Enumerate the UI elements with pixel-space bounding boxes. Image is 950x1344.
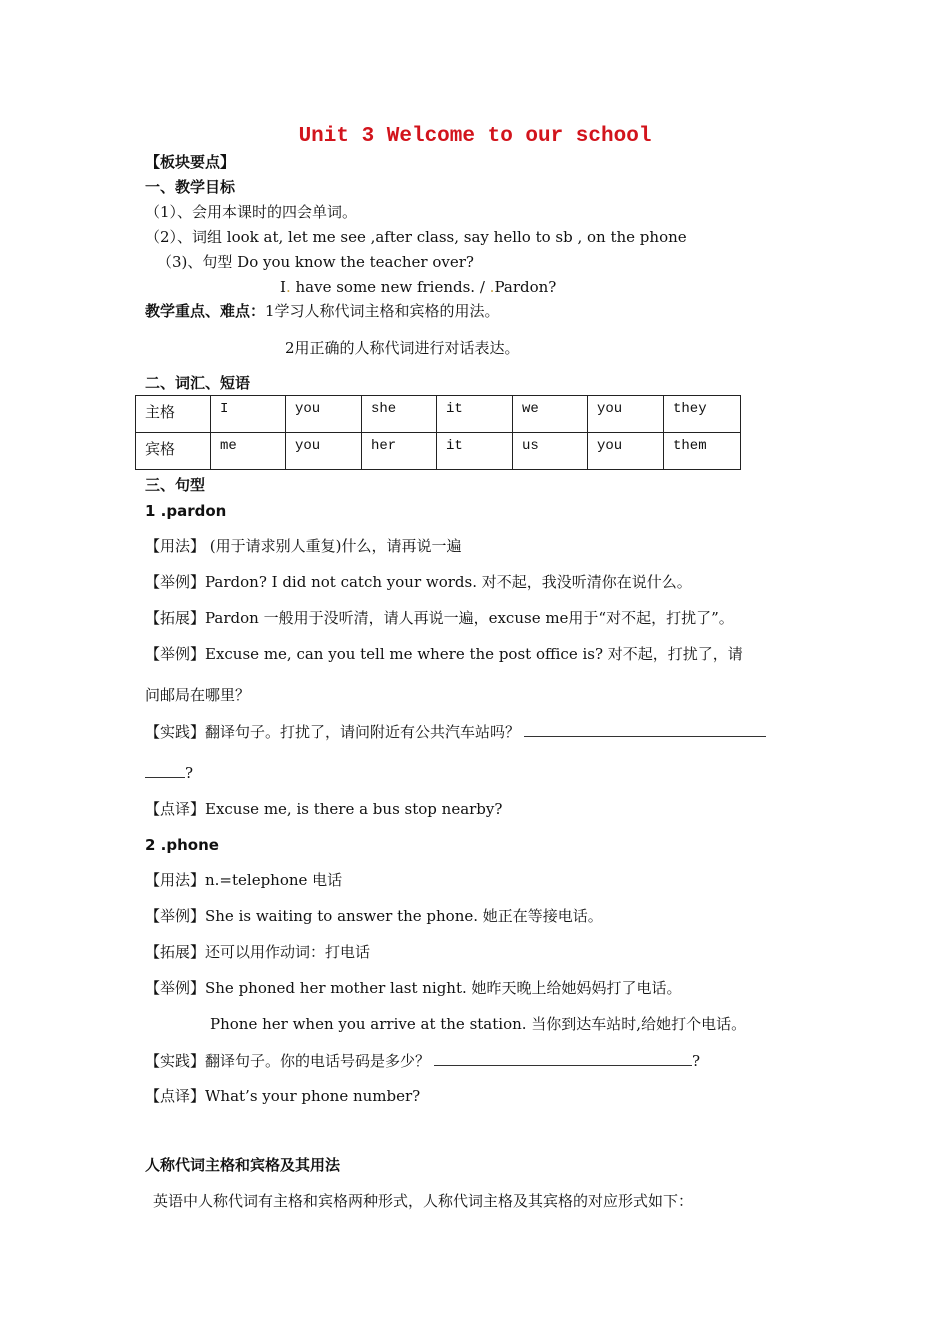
focus-line-1	[145, 302, 500, 320]
table-cell: you	[286, 396, 362, 433]
table-cell: 主格	[136, 396, 211, 433]
s1-practice-end: ?	[185, 764, 194, 782]
table-cell: you	[286, 433, 362, 470]
vocab-heading: 二、词汇、短语	[145, 374, 251, 392]
s2-practice-end: ?	[692, 1052, 701, 1070]
answer-blank[interactable]	[524, 722, 766, 737]
answer-blank-2[interactable]	[434, 1051, 692, 1066]
table-cell: they	[664, 396, 741, 433]
table-cell: us	[513, 433, 588, 470]
pronoun-table	[135, 395, 741, 470]
table-cell: her	[362, 433, 437, 470]
focus-1: 1学习人称代词主格和宾格的用法。	[265, 302, 500, 320]
objective-3-mid: have some new friends. /	[290, 278, 490, 296]
table-row	[136, 396, 741, 433]
s1-practice-text: 【实践】翻译句子。打扰了，请问附近有公共汽车站吗？	[145, 723, 521, 741]
edit-mark: .	[285, 278, 291, 296]
table-cell: it	[437, 433, 513, 470]
grammar-intro: 英语中人称代词有主格和宾格两种形式，人称代词主格及其宾格的对应形式如下：	[153, 1192, 694, 1210]
objective-3: （3)、句型 Do you know the teacher over?	[157, 253, 474, 271]
s1-usage: 【用法】 (用于请求别人重复)什么，请再说一遍	[145, 537, 462, 555]
grammar-heading: 人称代词主格和宾格及其用法	[145, 1156, 341, 1174]
s1-heading: 1 .pardon	[145, 502, 227, 520]
objective-3-post: Pardon?	[494, 278, 557, 296]
s2-example3: Phone her when you arrive at the station. 当你到达车站时,给她打个电话。	[210, 1015, 747, 1033]
s1-example2-cont: 问邮局在哪里？	[145, 686, 251, 704]
focus-2: 2用正确的人称代词进行对话表达。	[285, 339, 520, 357]
objective-3-examples	[280, 278, 556, 296]
section-header: 【板块要点】	[145, 153, 236, 171]
s1-answer: 【点译】Excuse me, is there a bus stop nearby?	[145, 800, 503, 818]
s1-example2: 【举例】Excuse me, can you tell me where the post office is? 对不起，打扰了，请	[145, 645, 743, 663]
s2-practice-text: 【实践】翻译句子。你的电话号码是多少？	[145, 1052, 431, 1070]
table-cell: them	[664, 433, 741, 470]
objectives-heading: 一、教学目标	[145, 178, 236, 196]
answer-blank-cont[interactable]	[145, 763, 185, 778]
table-row	[136, 433, 741, 470]
edit-mark-2: .	[489, 278, 495, 296]
s2-practice	[145, 1051, 700, 1070]
s2-usage: 【用法】n.=telephone 电话	[145, 871, 343, 889]
objective-1: （1）、会用本课时的四会单词。	[145, 203, 358, 221]
s2-example: 【举例】She is waiting to answer the phone. 她正在等接电话。	[145, 907, 603, 925]
s2-heading: 2 .phone	[145, 836, 219, 854]
table-cell: 宾格	[136, 433, 211, 470]
focus-label: 教学重点、难点：	[145, 302, 266, 320]
sentences-heading: 三、句型	[145, 476, 206, 494]
objective-3-pre: I	[280, 278, 286, 296]
table-cell: it	[437, 396, 513, 433]
s2-example2: 【举例】She phoned her mother last night. 她昨天晚上给她妈妈打了电话。	[145, 979, 682, 997]
objective-2-text: （2）、词组 look at, let me see ,after class, say hello to sb , on the phone	[145, 228, 687, 246]
s2-extend: 【拓展】还可以用作动词：打电话	[145, 943, 371, 961]
s1-example: 【举例】Pardon? I did not catch your words. 对不起，我没听清你在说什么。	[145, 573, 692, 591]
table-cell: we	[513, 396, 588, 433]
objective-2	[145, 228, 687, 246]
page-title: Unit 3 Welcome to our school	[298, 125, 652, 148]
s2-answer: 【点译】What’s your phone number?	[145, 1087, 421, 1105]
s1-extend: 【拓展】Pardon 一般用于没听清，请人再说一遍，excuse me用于“对不起，打扰了”。	[145, 609, 734, 627]
s1-practice-cont	[145, 763, 193, 782]
table-cell: me	[211, 433, 286, 470]
table-cell: you	[588, 396, 664, 433]
table-cell: she	[362, 396, 437, 433]
table-cell: you	[588, 433, 664, 470]
s1-practice	[145, 722, 766, 741]
table-cell: I	[211, 396, 286, 433]
